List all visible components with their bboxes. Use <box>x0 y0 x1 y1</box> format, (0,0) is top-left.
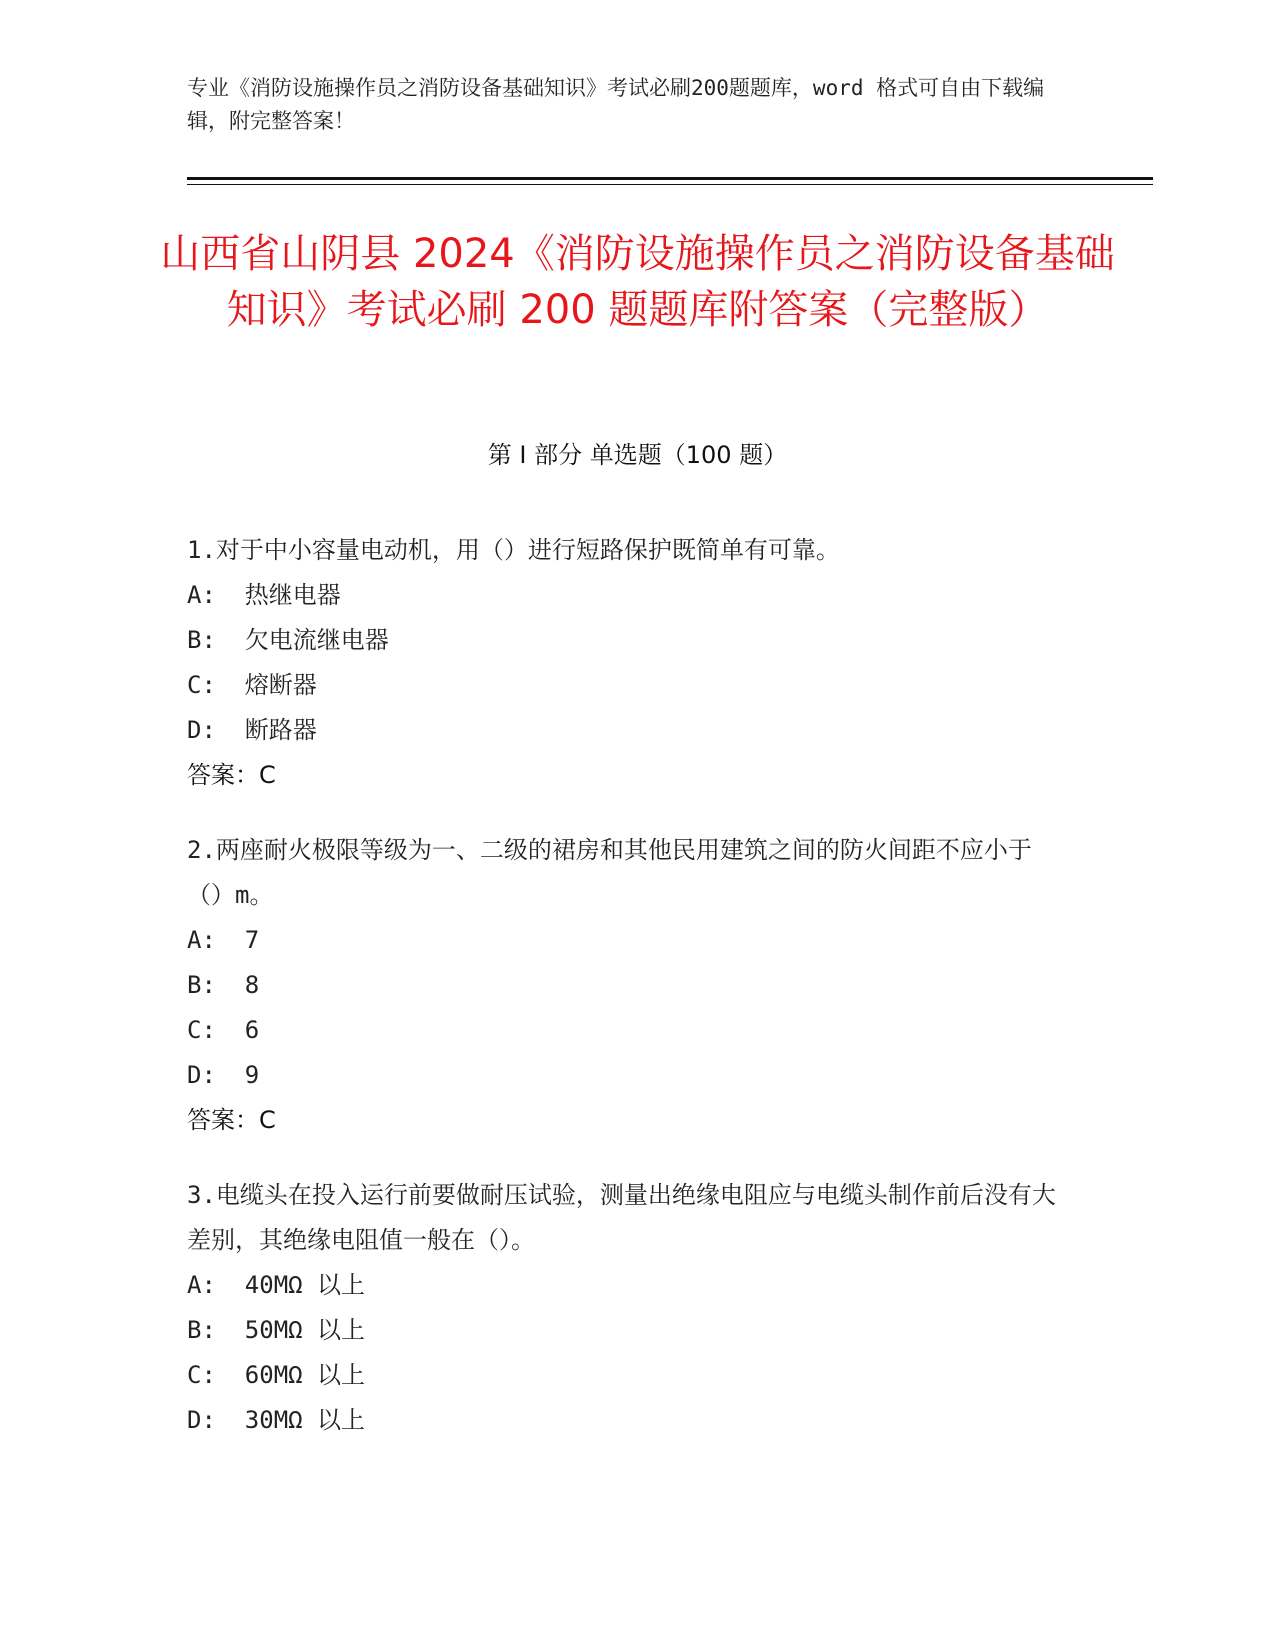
answer: 答案：C <box>187 1106 276 1134</box>
option-b: B: 8 <box>187 971 260 999</box>
answer: 答案：C <box>187 761 276 789</box>
question-3 <box>187 1173 1057 1443</box>
question-2 <box>187 828 1057 1143</box>
question-stem: 3.电缆头在投入运行前要做耐压试验，测量出绝缘电阻应与电缆头制作前后没有大差别，其绝缘电阻值一般在（）。 <box>187 1181 1056 1254</box>
option-d: D: 9 <box>187 1061 260 1089</box>
section-title: 第 I 部分 单选题（100 题） <box>487 441 788 469</box>
option-d: D: 30MΩ 以上 <box>187 1406 366 1434</box>
header-divider-thick <box>187 177 1153 180</box>
option-b: B: 欠电流继电器 <box>187 626 389 654</box>
question-stem: 1.对于中小容量电动机，用（）进行短路保护既简单有可靠。 <box>187 536 840 564</box>
question-1 <box>187 528 1057 798</box>
option-b: B: 50MΩ 以上 <box>187 1316 366 1344</box>
document-title: 山西省山阴县 2024《消防设施操作员之消防设备基础知识》考试必刷 200 题题库附答案（完整版） <box>160 231 1115 333</box>
option-a: A: 热继电器 <box>187 581 341 609</box>
header-divider-thin <box>187 184 1153 185</box>
option-c: C: 6 <box>187 1016 260 1044</box>
question-list <box>187 528 1057 1473</box>
option-c: C: 熔断器 <box>187 671 317 699</box>
option-a: A: 40MΩ 以上 <box>187 1271 366 1299</box>
option-d: D: 断路器 <box>187 716 317 744</box>
option-c: C: 60MΩ 以上 <box>187 1361 366 1389</box>
question-stem: 2.两座耐火极限等级为一、二级的裙房和其他民用建筑之间的防火间距不应小于（）m。 <box>187 836 1032 909</box>
option-a: A: 7 <box>187 926 260 954</box>
header-note: 专业《消防设施操作员之消防设备基础知识》考试必刷200题题库，word 格式可自由下载编辑，附完整答案！ <box>187 76 1045 133</box>
